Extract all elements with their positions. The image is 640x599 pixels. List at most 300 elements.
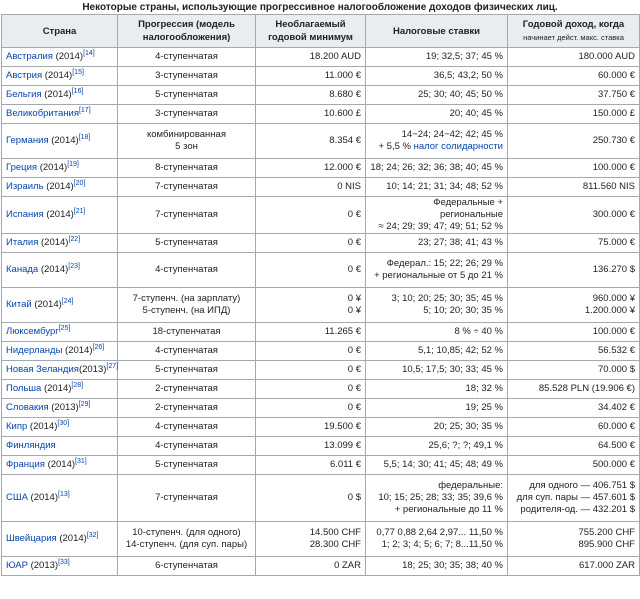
country-cell	[2, 86, 118, 105]
country-cell	[2, 380, 118, 399]
table-row	[2, 105, 640, 124]
progression-text: 5 зон	[175, 141, 198, 152]
progression-text: 2-ступенчатая	[155, 402, 218, 413]
rates-text: 23; 27; 38; 41; 43 %	[417, 237, 503, 248]
income-cell	[508, 399, 640, 418]
country-link[interactable]: ЮАР	[6, 560, 28, 571]
rates-text: 25,6; ?; ?; 49,1 %	[428, 440, 503, 451]
progression-cell	[118, 288, 256, 323]
rates-text: 5,5; 14; 30; 41; 45; 48; 49 %	[383, 459, 503, 470]
rates-cell	[366, 418, 508, 437]
rates-text: 18; 25; 30; 35; 38; 40 %	[402, 560, 503, 571]
country-link[interactable]: Израиль	[6, 181, 44, 192]
minimum-cell	[256, 67, 366, 86]
income-text: 56.532 €	[598, 345, 635, 356]
table-row	[2, 342, 640, 361]
income-text: 85.528 PLN (19.906 €)	[538, 383, 635, 394]
minimum-text: 0 €	[347, 264, 361, 275]
header-rates[interactable]: Налоговые ставки	[366, 15, 508, 48]
rates-text: 0,77 0,88 2,64 2,97... 11,50 %	[376, 527, 503, 538]
minimum-cell	[256, 456, 366, 475]
progression-text: 10-ступенч. (для одного)	[132, 527, 241, 538]
progression-text: 4-ступенчатая	[155, 51, 218, 62]
rates-text: 18; 24; 26; 32; 36; 38; 40; 45 %	[370, 162, 503, 173]
rates-text: 5,1; 10,85; 42; 52 %	[417, 345, 503, 356]
reference-link[interactable]: [16]	[71, 87, 84, 95]
minimum-text: 6.011 €	[330, 459, 361, 470]
table-row	[2, 380, 640, 399]
rates-cell	[366, 437, 508, 456]
rates-text: ≈ 24; 29; 39; 47; 49; 51; 52 %	[378, 221, 503, 232]
reference-link[interactable]: [14]	[83, 49, 95, 57]
income-text: 60.000 €	[598, 70, 635, 81]
rates-cell	[366, 234, 508, 253]
income-text: 34.402 €	[598, 402, 635, 413]
reference-link[interactable]: [19]	[67, 160, 79, 168]
table-row	[2, 456, 640, 475]
progression-text: 5-ступенчатая	[155, 89, 218, 100]
rates-cell	[366, 48, 508, 67]
year-label: (2014)	[38, 264, 69, 275]
progression-text: 5-ступенчатая	[155, 459, 218, 470]
income-text: 180.000 AUD	[578, 51, 635, 62]
progression-cell	[118, 234, 256, 253]
country-cell	[2, 105, 118, 124]
progression-text: 5-ступенч. (на ИПД)	[142, 305, 231, 316]
reference-link[interactable]: [26]	[92, 343, 105, 351]
minimum-cell	[256, 418, 366, 437]
rates-text: 25; 30; 40; 45; 50 %	[417, 89, 503, 100]
rates-text: 18; 32 %	[465, 383, 503, 394]
minimum-text: 28.300 CHF	[309, 539, 361, 550]
progression-text: 18-ступенчатая	[152, 326, 221, 337]
country-cell	[2, 437, 118, 456]
income-text: 100.000 €	[592, 326, 635, 337]
reference-link[interactable]: [17]	[78, 106, 91, 114]
country-link[interactable]: Австралия	[6, 51, 53, 62]
minimum-cell	[256, 105, 366, 124]
country-cell	[2, 178, 118, 197]
country-link[interactable]: Словакия	[6, 402, 49, 413]
rates-cell	[366, 288, 508, 323]
progression-cell	[118, 178, 256, 197]
year-label: (2014)	[56, 533, 87, 544]
table-row	[2, 86, 640, 105]
reference-link[interactable]: [33]	[58, 558, 70, 566]
rates-cell	[366, 522, 508, 557]
rates-text: Федерал.: 15; 22; 26; 29 %	[386, 258, 503, 269]
progression-cell	[118, 418, 256, 437]
progression-text: 4-ступенчатая	[155, 345, 218, 356]
minimum-cell	[256, 178, 366, 197]
progression-cell	[118, 67, 256, 86]
table-row	[2, 159, 640, 178]
header-min[interactable]: Необлагаемый годовой минимум	[256, 15, 366, 48]
rates-cell	[366, 323, 508, 342]
table-row	[2, 197, 640, 234]
progression-cell	[118, 124, 256, 159]
rates-cell	[366, 342, 508, 361]
reference-link[interactable]: [22]	[68, 235, 81, 243]
rates-cell	[366, 67, 508, 86]
rates-cell	[366, 86, 508, 105]
header-income[interactable]: Годовой доход, когда начинает дейст. макс. ставка	[508, 15, 640, 48]
country-cell	[2, 418, 118, 437]
reference-link[interactable]: [29]	[78, 400, 91, 408]
solidarity-tax-link[interactable]: налог солидарности	[413, 141, 503, 152]
table-row	[2, 48, 640, 67]
progression-text: 4-ступенчатая	[155, 264, 218, 275]
reference-link[interactable]: [20]	[73, 179, 86, 187]
reference-link[interactable]: [23]	[68, 262, 80, 270]
income-text: 60.000 €	[598, 421, 635, 432]
income-cell	[508, 342, 640, 361]
progression-cell	[118, 361, 256, 380]
progression-cell	[118, 48, 256, 67]
country-cell	[2, 67, 118, 86]
income-text: родителя-од. — 432.201 $	[520, 504, 635, 515]
rates-cell	[366, 456, 508, 475]
rates-text: 20; 25; 30; 35 %	[433, 421, 503, 432]
year-label: (2014)	[31, 299, 62, 310]
rates-text: 10; 15; 25; 28; 33; 35; 39,6 %	[378, 492, 503, 503]
rates-cell	[366, 361, 508, 380]
income-text: 895.900 CHF	[578, 539, 635, 550]
progression-text: 7-ступенчатая	[155, 492, 218, 503]
progression-cell	[118, 342, 256, 361]
reference-link[interactable]: [13]	[58, 490, 70, 498]
income-text: 960.000 ¥	[592, 293, 635, 304]
rates-text: + региональные до 11 %	[394, 504, 503, 515]
income-text: 1.200.000 ¥	[584, 305, 635, 316]
progression-cell	[118, 253, 256, 288]
minimum-cell	[256, 437, 366, 456]
minimum-text: 18.200 AUD	[309, 51, 361, 62]
progression-text: 3-ступенчатая	[155, 108, 218, 119]
reference-link[interactable]: [27]	[106, 362, 119, 370]
table-row	[2, 475, 640, 522]
progression-text: 2-ступенчатая	[155, 383, 218, 394]
progression-text: 8-ступенчатая	[155, 162, 218, 173]
table-row	[2, 178, 640, 197]
rates-text: 14−24; 24−42; 42; 45 %	[401, 129, 503, 140]
progression-text: 7-ступенч. (на зарплату)	[132, 293, 241, 304]
year-label: (2013)	[48, 402, 79, 413]
minimum-cell	[256, 234, 366, 253]
country-cell	[2, 361, 118, 380]
country-link[interactable]: Нидерланды	[6, 345, 63, 356]
minimum-text: 13.099 €	[324, 440, 361, 451]
country-link[interactable]: Австрия	[6, 70, 43, 81]
income-text: 811.560 NIS	[582, 181, 635, 192]
country-link[interactable]: Финляндия	[6, 440, 56, 451]
minimum-text: 0 €	[347, 209, 361, 220]
minimum-cell	[256, 288, 366, 323]
rates-text: + 5,5 % налог солидарности	[378, 141, 503, 152]
table-row	[2, 323, 640, 342]
reference-link[interactable]: [31]	[75, 457, 87, 465]
country-cell	[2, 48, 118, 67]
income-cell	[508, 105, 640, 124]
country-link[interactable]: Швейцария	[6, 533, 57, 544]
progression-cell	[118, 86, 256, 105]
income-text: 64.500 €	[598, 440, 635, 451]
rates-text: 19; 25 %	[465, 402, 503, 413]
progression-text: 7-ступенчатая	[155, 181, 218, 192]
minimum-cell	[256, 361, 366, 380]
country-link[interactable]: Германия	[6, 135, 49, 146]
progression-cell	[118, 437, 256, 456]
income-text: 136.270 $	[592, 264, 635, 275]
country-link[interactable]: Люксембург	[6, 326, 59, 337]
income-cell	[508, 437, 640, 456]
table-row	[2, 437, 640, 456]
year-label: (2014)	[43, 209, 74, 220]
rates-text: 3; 10; 20; 25; 30; 35; 45 %	[391, 293, 503, 304]
progression-text: 7-ступенчатая	[155, 209, 218, 220]
income-cell	[508, 48, 640, 67]
progression-cell	[118, 522, 256, 557]
year-label: (2013)	[78, 364, 107, 375]
income-text: 500.000 €	[592, 459, 635, 470]
minimum-text: 0 ZAR	[334, 560, 361, 571]
minimum-cell	[256, 86, 366, 105]
income-text: 250.730 €	[592, 135, 635, 146]
country-cell	[2, 234, 118, 253]
income-text: 150.000 £	[592, 108, 635, 119]
country-link[interactable]: Испания	[6, 209, 44, 220]
rates-text: 1; 2; 3; 4; 5; 6; 7; 8...11,50 %	[381, 539, 503, 550]
income-cell	[508, 178, 640, 197]
year-label: (2014)	[38, 237, 69, 248]
year-label: (2014)	[27, 492, 59, 503]
rates-cell	[366, 178, 508, 197]
minimum-cell	[256, 48, 366, 67]
reference-link[interactable]: [24]	[61, 297, 74, 305]
year-label: (2014)	[27, 421, 58, 432]
year-label: (2014)	[44, 459, 76, 470]
country-cell	[2, 456, 118, 475]
country-cell	[2, 399, 118, 418]
income-cell	[508, 380, 640, 399]
minimum-text: 0 ¥	[347, 293, 361, 304]
reference-link[interactable]: [15]	[72, 68, 84, 76]
rates-text: 19; 32,5; 37; 45 %	[425, 51, 503, 62]
progression-text: 5-ступенчатая	[155, 237, 218, 248]
minimum-text: 12.000 €	[324, 162, 361, 173]
table-row	[2, 399, 640, 418]
table-caption: Некоторые страны, использующие прогрессивное налогообложение доходов физических лиц.	[82, 2, 558, 13]
table-row	[2, 361, 640, 380]
rates-cell	[366, 380, 508, 399]
minimum-cell	[256, 399, 366, 418]
reference-link[interactable]: [32]	[86, 531, 99, 539]
income-cell	[508, 418, 640, 437]
minimum-cell	[256, 253, 366, 288]
income-text: 755.200 CHF	[578, 527, 635, 538]
progression-cell	[118, 197, 256, 234]
tax-table	[1, 14, 640, 576]
progression-cell	[118, 380, 256, 399]
country-link[interactable]: Кипр	[6, 421, 28, 432]
progression-cell	[118, 399, 256, 418]
country-cell	[2, 124, 118, 159]
minimum-cell	[256, 557, 366, 576]
year-label: (2014)	[37, 162, 68, 173]
rates-cell	[366, 159, 508, 178]
minimum-text: 0 €	[347, 345, 361, 356]
country-link[interactable]: Бельгия	[6, 89, 42, 100]
reference-link[interactable]: [25]	[58, 324, 71, 332]
income-cell	[508, 288, 640, 323]
table-row	[2, 234, 640, 253]
country-cell	[2, 557, 118, 576]
income-cell	[508, 456, 640, 475]
table-row	[2, 418, 640, 437]
income-cell	[508, 124, 640, 159]
rates-cell	[366, 105, 508, 124]
country-cell	[2, 159, 118, 178]
minimum-text: 0 €	[347, 237, 361, 248]
country-cell	[2, 288, 118, 323]
country-cell	[2, 323, 118, 342]
minimum-text: 19.500 €	[324, 421, 361, 432]
income-cell	[508, 67, 640, 86]
minimum-text: 0 €	[347, 383, 361, 394]
progression-text: 6-ступенчатая	[155, 560, 218, 571]
table-row	[2, 522, 640, 557]
income-text: для суп. пары — 457.601 $	[516, 492, 635, 503]
income-cell	[508, 197, 640, 234]
minimum-text: 0 ¥	[347, 305, 361, 316]
income-text: 617.000 ZAR	[579, 560, 635, 571]
minimum-cell	[256, 342, 366, 361]
rates-text: федеральные:	[438, 480, 503, 491]
progression-cell	[118, 159, 256, 178]
rates-text: 5; 10; 20; 30; 35 %	[423, 305, 503, 316]
progression-text: 3-ступенчатая	[155, 70, 218, 81]
table-row	[2, 253, 640, 288]
table-row	[2, 557, 640, 576]
minimum-cell	[256, 197, 366, 234]
progression-cell	[118, 475, 256, 522]
rates-text: 8 % ÷ 40 %	[454, 326, 503, 337]
year-label: (2014)	[48, 135, 79, 146]
country-link[interactable]: Китай	[6, 299, 32, 310]
income-text: 100.000 €	[592, 162, 635, 173]
header-progression[interactable]: Прогрессия (модель налогообложения)	[118, 15, 256, 48]
progression-text: 4-ступенчатая	[155, 421, 218, 432]
minimum-text: 8.354 €	[329, 135, 361, 146]
progression-text: 14-ступенч. (для суп. пары)	[125, 539, 248, 550]
country-cell	[2, 342, 118, 361]
rates-cell	[366, 557, 508, 576]
country-link[interactable]: Франция	[6, 459, 45, 470]
rates-cell	[366, 197, 508, 234]
income-cell	[508, 522, 640, 557]
table-row	[2, 124, 640, 159]
minimum-cell	[256, 124, 366, 159]
income-cell	[508, 361, 640, 380]
rates-cell	[366, 475, 508, 522]
country-cell	[2, 197, 118, 234]
reference-link[interactable]: [30]	[57, 419, 70, 427]
year-label: (2013)	[27, 560, 59, 571]
progression-cell	[118, 105, 256, 124]
minimum-cell	[256, 475, 366, 522]
income-cell	[508, 234, 640, 253]
progression-text: 4-ступенчатая	[155, 440, 218, 451]
country-link[interactable]: Великобритания	[6, 108, 79, 119]
rates-text: 10,5; 17,5; 30; 33; 45 %	[402, 364, 503, 375]
country-link[interactable]: Польша	[6, 383, 42, 394]
rates-cell	[366, 124, 508, 159]
progression-cell	[118, 557, 256, 576]
minimum-text: 0 $	[347, 492, 361, 503]
country-link[interactable]: Канада	[6, 264, 39, 275]
reference-link[interactable]: [21]	[73, 207, 86, 215]
progression-cell	[118, 456, 256, 475]
income-text: 70.000 $	[598, 364, 635, 375]
rates-text: 20; 40; 45 %	[449, 108, 503, 119]
income-cell	[508, 159, 640, 178]
minimum-text: 0 €	[347, 364, 361, 375]
rates-text: + региональные от 5 до 21 %	[374, 270, 503, 281]
rates-text: 10; 14; 21; 31; 34; 48; 52 %	[386, 181, 503, 192]
minimum-text: 14.500 CHF	[309, 527, 361, 538]
table-row	[2, 67, 640, 86]
rates-text: Федеральные + региональные	[433, 197, 503, 220]
minimum-cell	[256, 380, 366, 399]
minimum-text: 11.000 €	[324, 70, 361, 81]
country-cell	[2, 253, 118, 288]
income-text: 37.750 €	[598, 89, 635, 100]
minimum-text: 10.600 £	[324, 108, 361, 119]
country-cell	[2, 475, 118, 522]
minimum-text: 8.680 €	[329, 89, 361, 100]
minimum-cell	[256, 323, 366, 342]
year-label: (2014)	[42, 70, 73, 81]
reference-link[interactable]: [28]	[71, 381, 84, 389]
country-link[interactable]: Новая Зеландия	[6, 364, 79, 375]
year-label: (2014)	[52, 51, 84, 62]
minimum-text: 0 NIS	[337, 181, 361, 192]
income-cell	[508, 475, 640, 522]
income-cell	[508, 253, 640, 288]
income-text: для одного — 406.751 $	[529, 480, 635, 491]
table-row	[2, 288, 640, 323]
rates-cell	[366, 399, 508, 418]
minimum-text: 11.265 €	[324, 326, 361, 337]
country-link[interactable]: Италия	[6, 237, 39, 248]
rates-cell	[366, 253, 508, 288]
income-cell	[508, 86, 640, 105]
minimum-text: 0 €	[347, 402, 361, 413]
country-link[interactable]: США	[6, 492, 28, 503]
progression-cell	[118, 323, 256, 342]
year-label: (2014)	[41, 89, 72, 100]
year-label: (2014)	[62, 345, 93, 356]
country-link[interactable]: Греция	[6, 162, 38, 173]
header-country[interactable]: Страна	[2, 15, 118, 48]
progression-text: комбинированная	[147, 129, 226, 140]
reference-link[interactable]: [18]	[78, 133, 91, 141]
progression-text: 5-ступенчатая	[155, 364, 218, 375]
rates-text: 36,5; 43,2; 50 %	[433, 70, 503, 81]
year-label: (2014)	[43, 181, 74, 192]
income-cell	[508, 323, 640, 342]
minimum-cell	[256, 522, 366, 557]
